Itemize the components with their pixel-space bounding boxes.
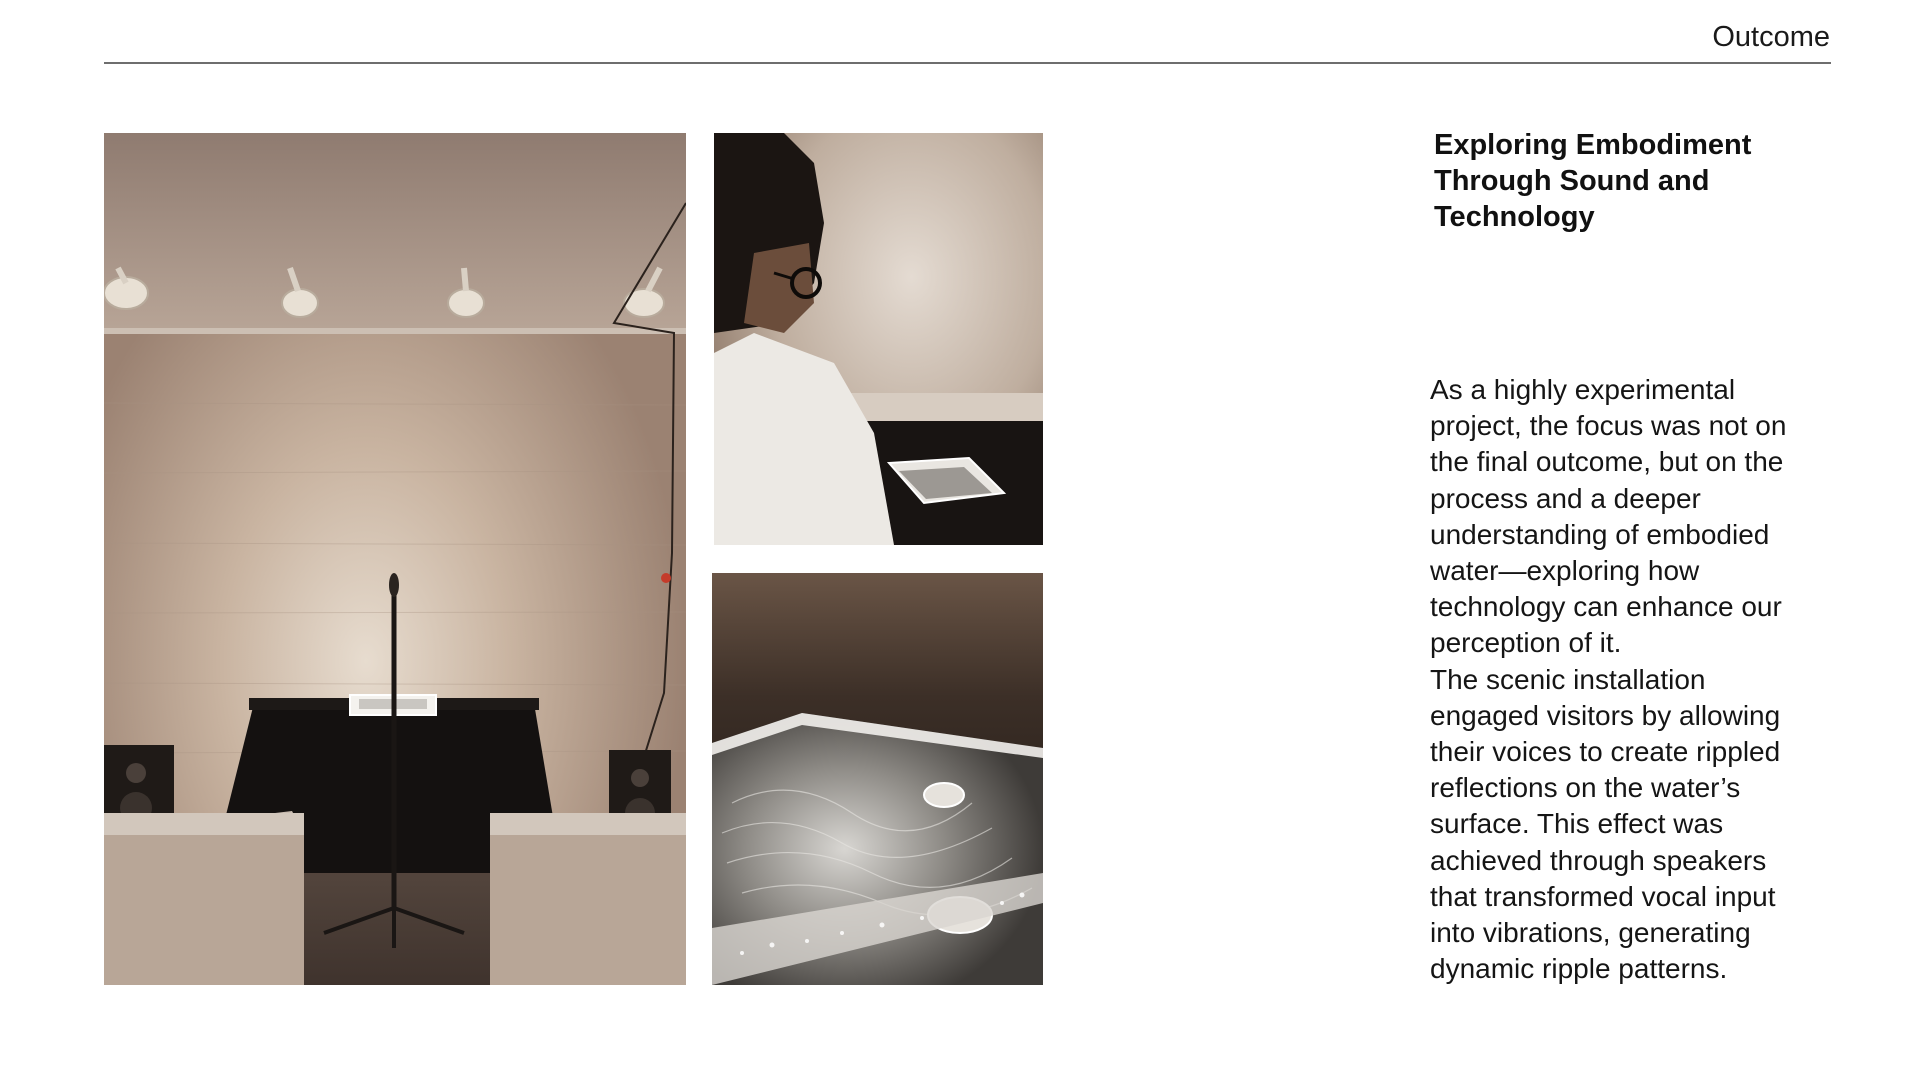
section-label: Outcome bbox=[1712, 21, 1830, 53]
body-text bbox=[1430, 372, 1850, 987]
paragraph-1 bbox=[1430, 372, 1850, 662]
body-line: dynamic ripple patterns. bbox=[1430, 953, 1728, 985]
water-tray-photo bbox=[712, 573, 1043, 985]
heading-line: Exploring Embodiment bbox=[1434, 129, 1752, 161]
body-line: The scenic installation bbox=[1430, 663, 1706, 695]
body-line: into vibrations, generating bbox=[1430, 917, 1751, 949]
body-line: perception of it. bbox=[1430, 627, 1622, 659]
content-heading bbox=[1434, 127, 1854, 235]
installation-room-photo bbox=[104, 133, 686, 985]
body-line: surface. This effect was bbox=[1430, 808, 1724, 840]
body-line: achieved through speakers bbox=[1430, 844, 1767, 876]
body-line: the final outcome, but on the bbox=[1430, 446, 1784, 478]
paragraph-2 bbox=[1430, 662, 1850, 988]
body-line: understanding of embodied bbox=[1430, 518, 1770, 550]
heading-line: Technology bbox=[1434, 201, 1595, 233]
body-line: water—exploring how bbox=[1430, 555, 1700, 587]
body-line: process and a deeper bbox=[1430, 482, 1701, 514]
body-line: that transformed vocal input bbox=[1430, 880, 1776, 912]
body-line: technology can enhance our bbox=[1430, 591, 1782, 623]
body-line: As a highly experimental bbox=[1430, 374, 1736, 405]
visitor-photo bbox=[714, 133, 1043, 545]
header-divider bbox=[104, 62, 1831, 64]
body-line: reflections on the water’s bbox=[1430, 772, 1741, 804]
heading-line: Through Sound and bbox=[1434, 165, 1710, 197]
body-line: engaged visitors by allowing bbox=[1430, 699, 1781, 731]
body-line: project, the focus was not on bbox=[1430, 410, 1787, 442]
body-line: their voices to create rippled bbox=[1430, 736, 1781, 768]
